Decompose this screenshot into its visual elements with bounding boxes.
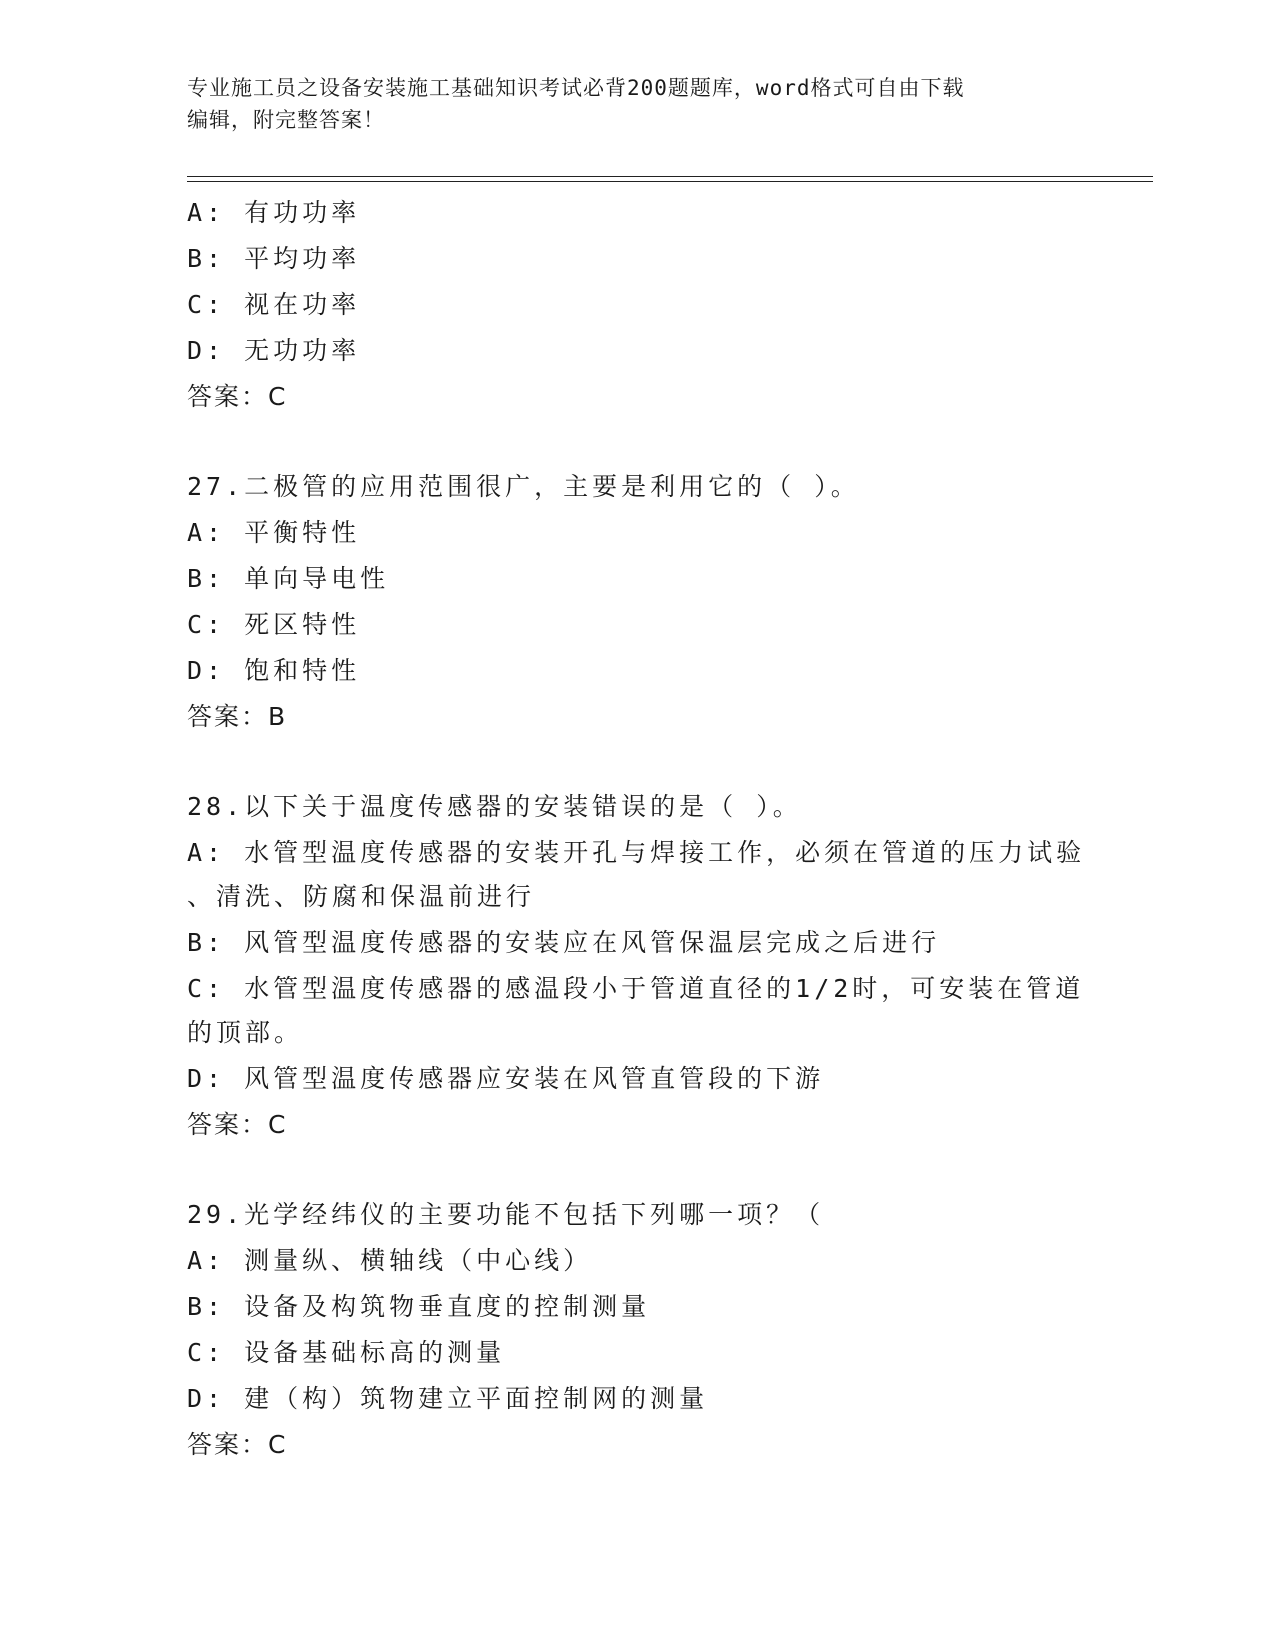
question-26-option-b: B: 平均功率 [187,244,361,273]
header-title-line-1: 专业施工员之设备安装施工基础知识考试必背200题题库，word格式可自由下载 [187,76,965,100]
question-29 [187,1192,1087,1468]
question-29-option-c: C: 设备基础标高的测量 [187,1338,506,1367]
question-29-answer: 答案：C [187,1430,288,1459]
question-27-stem: 27.二极管的应用范围很广，主要是利用它的（ ）。 [187,472,860,501]
question-29-option-a: A: 测量纵、横轴线（中心线） [187,1246,593,1275]
header-title-line-2: 编辑，附完整答案！ [187,108,385,132]
question-29-option-d: D: 建（构）筑物建立平面控制网的测量 [187,1384,709,1413]
question-28-option-b: B: 风管型温度传感器的安装应在风管保温层完成之后进行 [187,928,941,957]
question-28-option-c: C: 水管型温度传感器的感温段小于管道直径的1/2时，可安装在管道 [187,974,1085,1003]
question-27-answer: 答案：B [187,702,288,731]
question-27 [187,464,1087,740]
question-28-option-c-continued: 的顶部。 [187,1018,304,1047]
question-28 [187,784,1087,1148]
header-divider-bottom [187,181,1153,182]
question-28-stem: 28.以下关于温度传感器的安装错误的是（ ）。 [187,792,802,821]
question-28-option-a-continued: 、清洗、防腐和保温前进行 [187,882,536,911]
question-29-stem: 29.光学经纬仪的主要功能不包括下列哪一项？（ [187,1200,825,1229]
question-27-option-d: D: 饱和特性 [187,656,361,685]
question-29-option-b: B: 设备及构筑物垂直度的控制测量 [187,1292,651,1321]
question-28-answer: 答案：C [187,1110,288,1139]
question-27-option-b: B: 单向导电性 [187,564,390,593]
document-header [187,72,1067,136]
header-divider-top [187,176,1153,177]
question-list [187,190,1087,1512]
question-26 [187,190,1087,420]
question-28-option-d: D: 风管型温度传感器应安装在风管直管段的下游 [187,1064,825,1093]
question-27-option-a: A: 平衡特性 [187,518,361,547]
question-27-option-c: C: 死区特性 [187,610,361,639]
question-26-option-c: C: 视在功率 [187,290,361,319]
question-26-option-d: D: 无功功率 [187,336,361,365]
question-26-option-a: A: 有功功率 [187,198,361,227]
question-28-option-a: A: 水管型温度传感器的安装开孔与焊接工作，必须在管道的压力试验 [187,838,1086,867]
question-26-answer: 答案：C [187,382,288,411]
